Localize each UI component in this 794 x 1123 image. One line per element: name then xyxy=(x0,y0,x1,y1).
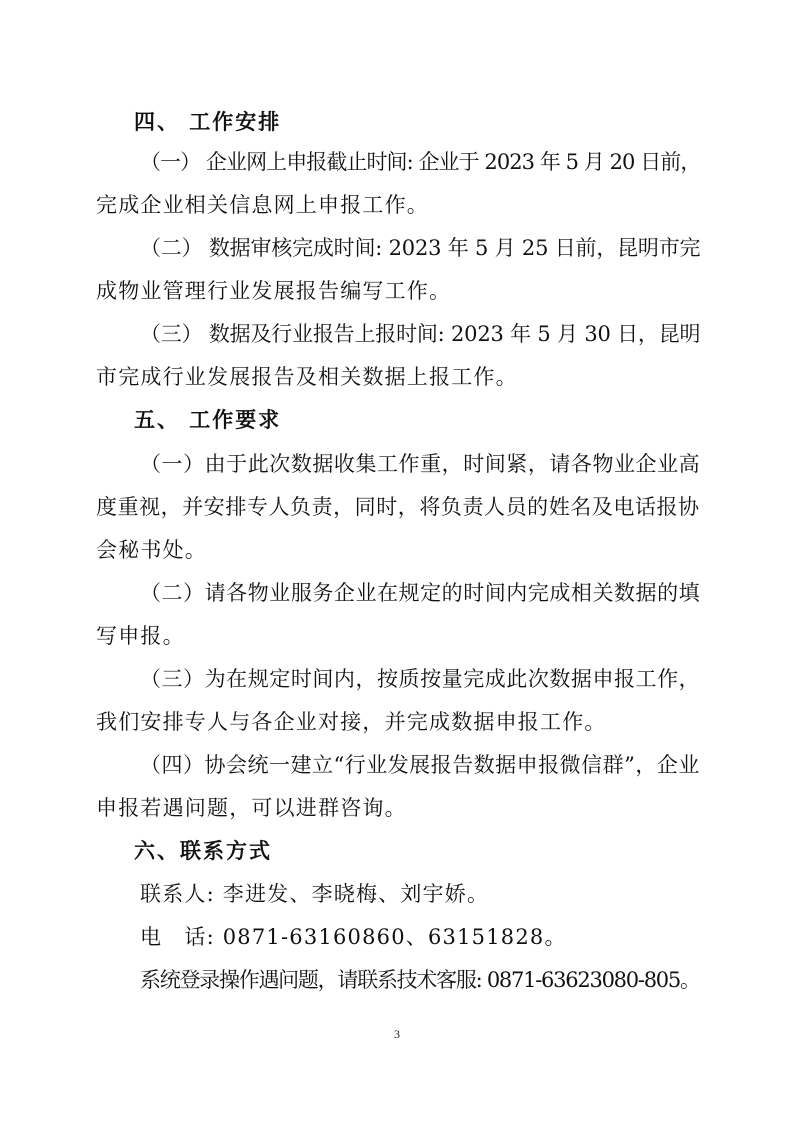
paragraph-line: （一）由于此次数据收集工作重，时间紧，请各物业企业高 xyxy=(140,452,701,476)
paragraph-line: 成物业管理行业发展报告编写工作。 xyxy=(96,279,452,303)
paragraph-line: 完成企业相关信息网上申报工作。 xyxy=(96,193,429,217)
paragraph-line: 申报若遇问题，可以进群咨询。 xyxy=(96,796,407,820)
paragraph-line: （一） 企业网上申报截止时间: 企业于 2023 年 5 月 20 日前， xyxy=(140,150,701,174)
section-heading-work-arrangement: 四、 工作安排 xyxy=(134,110,282,134)
section-heading-contact: 六、联系方式 xyxy=(134,839,272,863)
paragraph-line: 市完成行业发展报告及相关数据上报工作。 xyxy=(96,365,518,389)
page-number: 3 xyxy=(394,1027,400,1041)
paragraph-line: （二）请各物业服务企业在规定的时间内完成相关数据的填 xyxy=(140,581,701,605)
paragraph-line: （三）为在规定时间内，按质按量完成此次数据申报工作， xyxy=(140,667,701,691)
paragraph-line: （三） 数据及行业报告上报时间: 2023 年 5 月 30 日，昆明 xyxy=(140,322,701,346)
paragraph-line: （四）协会统一建立“行业发展报告数据申报微信群”，企业 xyxy=(140,753,700,777)
tech-support-contact: 系统登录操作遇问题，请联系技术客服: 0871-63623080-805。 xyxy=(140,968,700,992)
section-heading-work-requirements: 五、 工作要求 xyxy=(134,408,282,432)
paragraph-line: 度重视，并安排专人负责，同时，将负责人员的姓名及电话报协 xyxy=(96,495,700,519)
paragraph-line: （二） 数据审核完成时间: 2023 年 5 月 25 日前，昆明市完 xyxy=(140,236,701,260)
paragraph-line: 写申报。 xyxy=(96,624,185,648)
contact-persons: 联系人: 李进发、李晓梅、刘宇娇。 xyxy=(140,882,490,906)
contact-phone: 电 话: 0871-63160860、63151828。 xyxy=(140,925,567,949)
paragraph-line: 会秘书处。 xyxy=(96,538,207,562)
paragraph-line: 我们安排专人与各企业对接，并完成数据申报工作。 xyxy=(96,710,607,734)
